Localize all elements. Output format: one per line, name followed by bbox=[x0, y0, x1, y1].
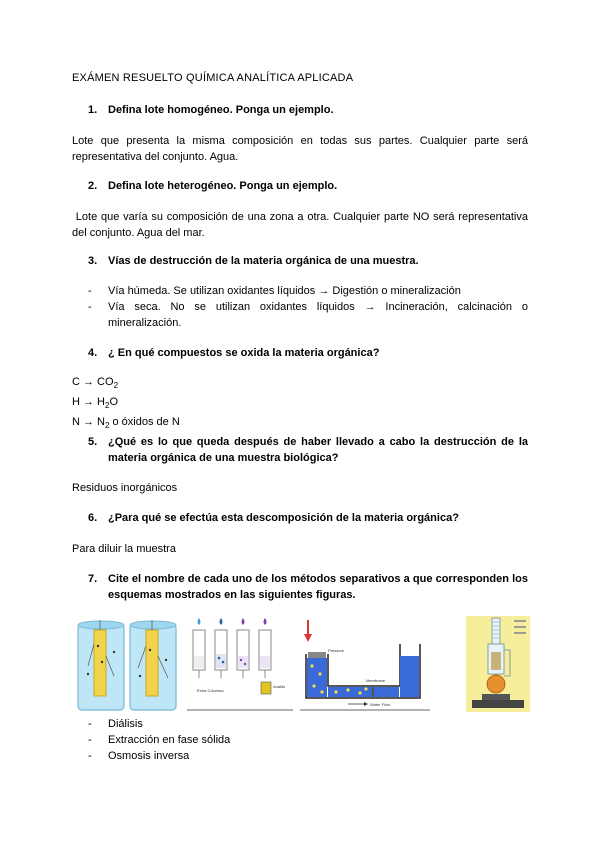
formula-line: $H \to H_2O$ bbox=[72, 396, 119, 410]
question-text: Cite el nombre de cada uno de los métodos separativos a que corresponden los esquemas mostrados en las siguientes figuras. bbox=[108, 573, 528, 601]
answer-1: Lote que presenta la misma composición en todas sus partes. Cualquier parte será representativa del conjunto. Agua. bbox=[72, 135, 528, 163]
question-text: Defina lote homogéneo. Ponga un ejemplo. bbox=[108, 104, 334, 116]
answer-5: Residuos inorgánicos bbox=[72, 482, 178, 494]
flow-label: Water Flow bbox=[370, 702, 391, 707]
question-number: 5. bbox=[88, 436, 98, 448]
answer-3-list bbox=[72, 283, 528, 331]
formula-line: $C \to CO_2$ bbox=[72, 376, 119, 390]
pressure-label: Pressure bbox=[328, 648, 345, 653]
question-text: ¿Para qué se efectúa esta descomposición de la materia orgánica? bbox=[108, 512, 459, 524]
analyte-vial bbox=[261, 682, 271, 694]
question-text: Defina lote heterogéneo. Ponga un ejemplo. bbox=[108, 180, 338, 192]
beaker-right bbox=[130, 620, 176, 710]
list-item: - Extracción en fase sólida bbox=[72, 732, 528, 748]
answer-2: Lote que varía su composición de una zona a otra. Cualquier parte NO será representativa del conjunto. Agua del mar. bbox=[72, 211, 532, 239]
list-item: - Vía seca. No se utilizan oxidantes líquidos → Incineración, calcinación o mineralización. bbox=[72, 299, 528, 331]
dialysis-figure bbox=[76, 616, 180, 712]
question-number: 4. bbox=[88, 347, 98, 359]
question-number: 2. bbox=[88, 180, 98, 192]
list-item: - Osmosis inversa bbox=[72, 748, 528, 764]
question-number: 3. bbox=[88, 255, 98, 267]
question-number: 6. bbox=[88, 512, 98, 524]
extractor-figure bbox=[466, 616, 530, 712]
membrane-label: Membrane bbox=[366, 678, 386, 683]
question-text: ¿ En qué compuestos se oxida la materia orgánica? bbox=[108, 347, 380, 359]
reverse-osmosis-figure bbox=[300, 616, 430, 712]
spe-label-1: Extra Columna bbox=[197, 688, 224, 693]
question-text: Vías de destrucción de la materia orgánica de una muestra. bbox=[108, 255, 419, 267]
document-title: EXÁMEN RESUELTO QUÍMICA ANALÍTICA APLICADA bbox=[72, 72, 354, 84]
answer-7-list bbox=[72, 716, 528, 764]
list-item: - Diálisis bbox=[72, 716, 528, 732]
formula-line: $N \to N_2$ o óxidos de N bbox=[72, 416, 180, 430]
answer-6: Para diluir la muestra bbox=[72, 543, 176, 555]
question-number: 1. bbox=[88, 104, 98, 116]
question-text: ¿Qué es lo que queda después de haber llevado a cabo la destrucción de la materia orgánica de una muestra biológica? bbox=[108, 436, 528, 464]
question-number: 7. bbox=[88, 573, 98, 585]
list-item: - Vía húmeda. Se utilizan oxidantes líquidos → Digestión o mineralización bbox=[72, 283, 528, 299]
spe-label-2: Analito bbox=[273, 684, 286, 689]
spe-figure bbox=[187, 616, 293, 712]
beaker-left bbox=[78, 620, 124, 710]
answer-4-formulas bbox=[72, 374, 180, 434]
